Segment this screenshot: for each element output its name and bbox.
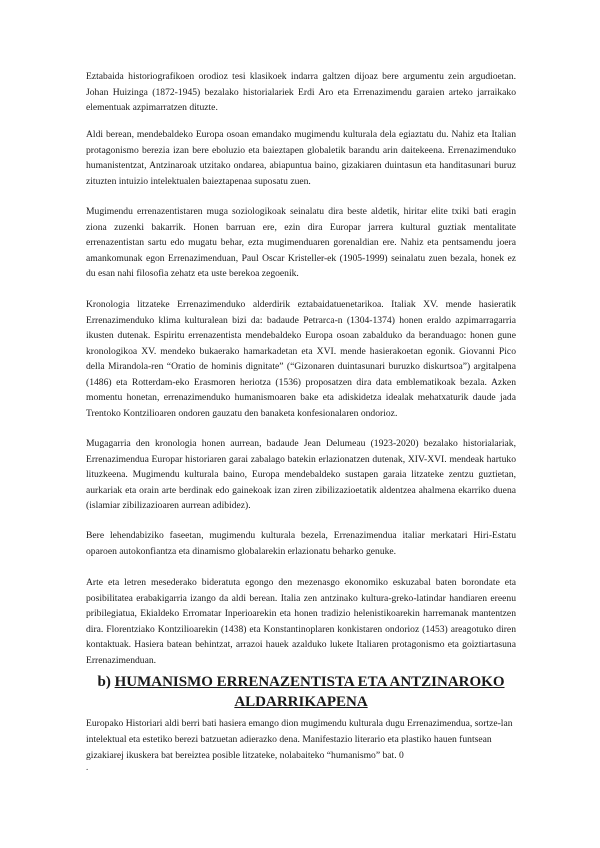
section-heading — [86, 672, 516, 712]
paragraph-8: Europako Historiari aldi berri bati hasiera emango dion mugimendu kulturala dugu Errenazimendua, sortze-lan intelektual eta estetiko berezi batzuetan adierazko dena. Manifestazio literario eta plastiko hauen funtsean gizakiarej ikuskera bat bereiztea posible litzateke, nolabaiteko “humanismo” bat. 0 — [86, 718, 513, 761]
paragraph-2: Aldi berean, mendebaldeko Europa osoan emandako mugimendu kulturala dela egiaztatu du. Nahiz eta Italian protagonismo berezia izan bere eboluzio eta baieztapen globaletik barandu arin daitekeena. Errenazimenduko humanistentzat, Antzinaroak utzitako ondarea, abiapuntua baino, gizakiaren duintasun eta handitasunari buruz zituzten intuizio intelektualen baieztapenaa suposatu zuen. — [86, 129, 516, 187]
paragraph-7: Arte eta letren mesederako bideratuta egongo den mezenasgo ekonomiko eskuzabal baten borondate eta posibilitatea erabakigarria izango da aldi berean. Italia zen antzinako kultura-greko-latindar handiaren ereenu pribilegiatua, Ekialdeko Erromatar Inperioarekin eta honen tradizio helenistikoarekin harremanak mantentzen dira. Florentziako Kontzilioarekin (1438) eta Konstantinoplaren konkistaren ondorioz (1453) areagotuko diren kontaktuak. Hasiera batean behintzat, arrazoi hauek azalduko lukete Italiaren protagonismo eta goiztiartasuna Errenazimenduan. — [86, 577, 516, 666]
paragraph-1: Eztabaida historiografikoen orodioz tesi klasikoek indarra galtzen dijoaz bere argumentu zein argudioetan. Johan Huizinga (1872-1945) bezalako historialariek Erdi Aro eta Errenazimendu garaien arteko jarraikako elementuak azpimarratzen dituzte. — [86, 71, 516, 113]
heading-title-line2: ALDARRIKAPENA — [234, 694, 368, 710]
paragraph-5: Mugagarria den kronologia honen aurrean, badaude Jean Delumeau (1923-2020) bezalako historialariak, Errenazimendua Europar historiaren garai zabalago batekin erlazionatzen dutenak, XIV-XVI. mendeak hartuko lituzkeena. Mugimendu kulturala baino, Europa mendebaldeko sustapen garaia litzateke zentzu guztietan, aurkariak eta orain arte berdinak edo gainekoak izan ziren zibilizazioetatik aldentzea ahalmena ekarriko duena (islamiar zibilizazioaren aurrean adibidez). — [86, 438, 516, 511]
paragraph-3: Mugimendu errenazentistaren muga soziologikoak seinalatu dira beste aldetik, hiritar elite txiki bati eragin ziona zuzenki bakarrik. Honen barruan ere, ezin dira Europar jarrera kultural guztiak mentalitate errenazentistan sartu edo mugatu behar, ezta mugimenduaren gorenaldian ere. Nahiz eta pentsamendu joera amankomunak egon Errenazimenduan, Paul Oscar Kristeller-ek (1905-1999) seinalatu zuen bezala, honek ez du esan nahi filosofia zehatz eta uste berekoa zegoenik. — [86, 206, 516, 279]
trailing-mark: . — [86, 762, 89, 772]
heading-prefix: b) — [97, 674, 115, 690]
paragraph-4: Kronologia litzateke Errenazimenduko alderdirik eztabaidatuenetarikoa. Italiak XV. mende hasieratik Errenazimenduko klima kulturalean bizi da: badaude Petrarca-n (1304-1374) honen eraldo azpimarragarria ikusten dutenak. Espiritu errenazentista mendebaldeko Europa osoan zabalduko da beranduago: honen gune kronologikoa XV. mendeko bukaerako hamarkadetan eta XVI. mende hasierakoetan egonik. Giovanni Pico della Mirandola-ren “Oratio de hominis dignitate” (“Gizonaren duintasunari buruzko diskurtsoa”) argitalpena (1486) eta Rotterdam-eko Erasmoren heriotza (1536) proposatzen dira data emblematikoak bezala. Azken momentu honetan, errenazimenduko humanismoaren bake eta adiskidetza idealak mehatxaturik daude jada Trentoko Kontzilioaren ondoren gauzatu den banaketa konfesionalaren ondorioz. — [86, 299, 516, 419]
heading-title-line1: HUMANISMO ERRENAZENTISTA ETA ANTZINAROKO — [114, 674, 505, 690]
paragraph-6: Bere lehendabiziko faseetan, mugimendu kulturala bezela, Errenazimendua italiar merkatari Hiri-Estatu oparoen autokonfiantza eta dinamismo globalarekin erlazionatu beharko genuke. — [86, 530, 516, 557]
